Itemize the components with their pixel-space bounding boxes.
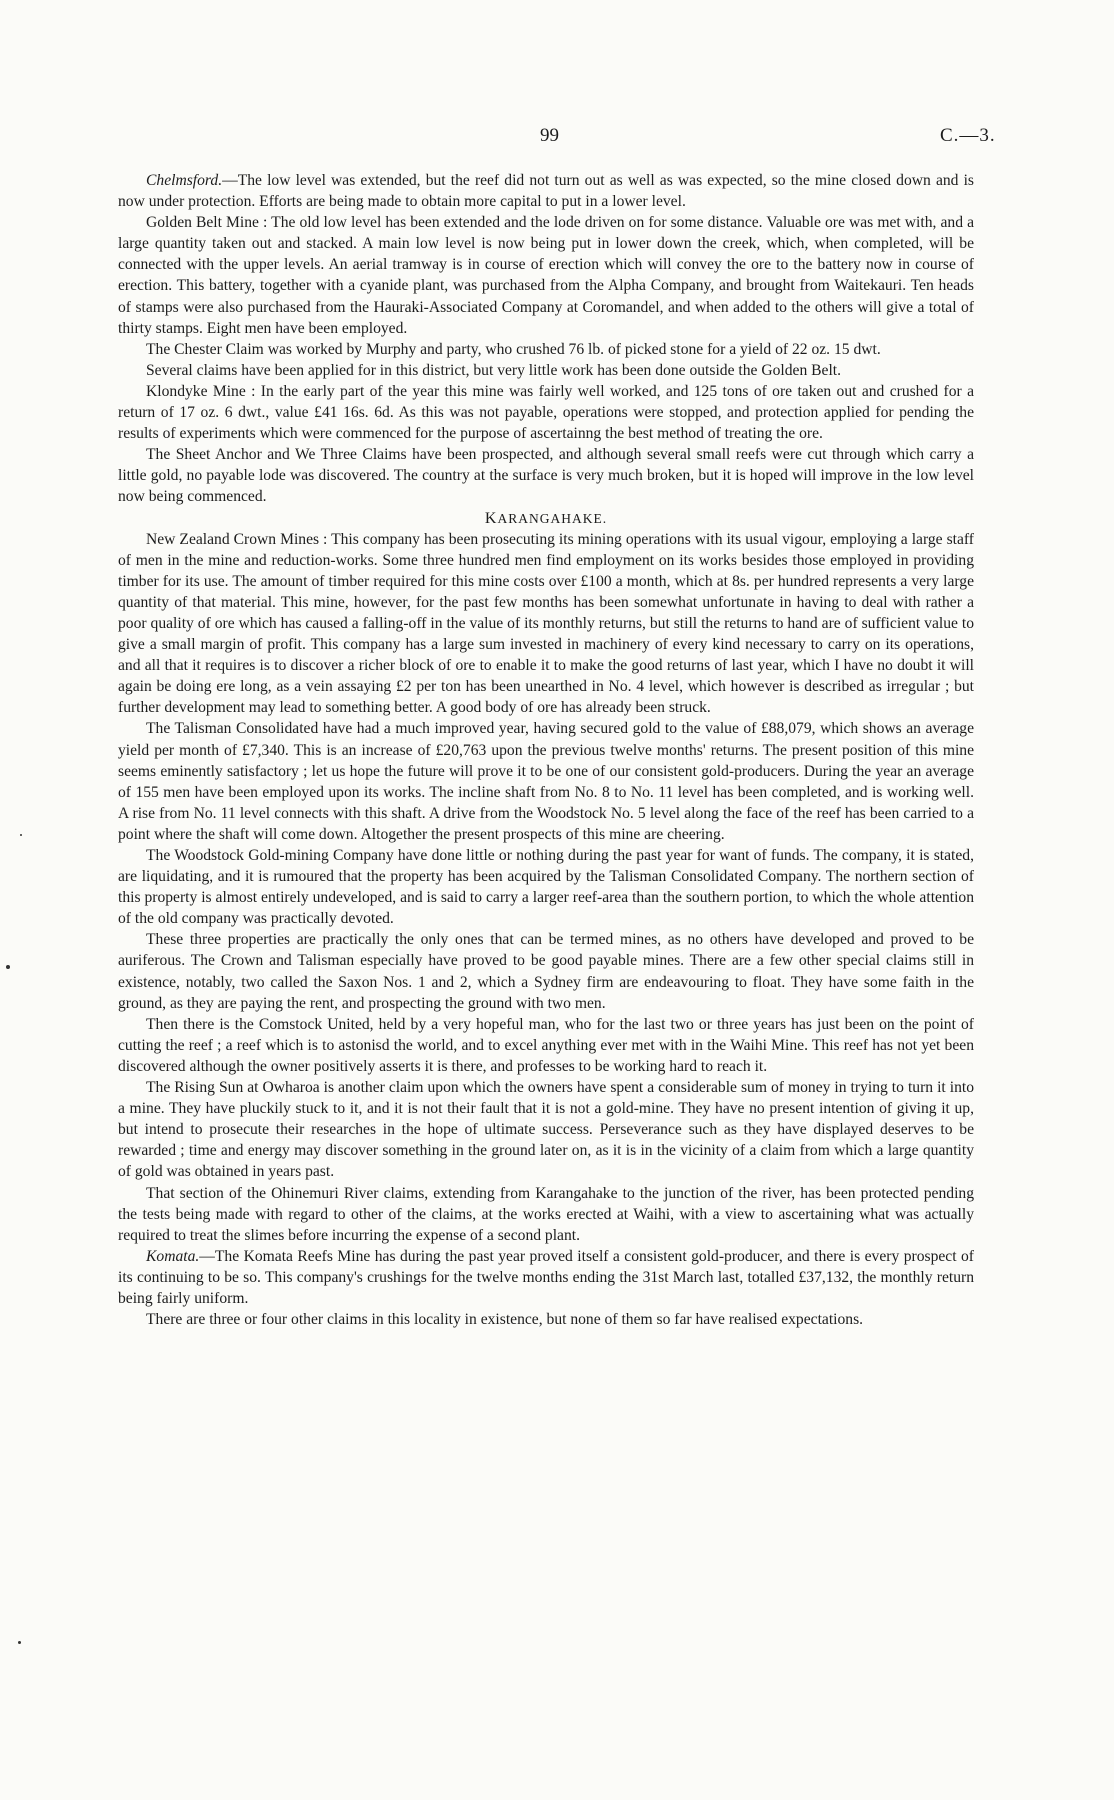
scan-speck	[6, 965, 10, 969]
paragraph: The Rising Sun at Owharoa is another claim upon which the owners have spent a considerable sum of money in trying to turn it into a mine. They have pluckily stuck to it, and it is not their fault that it is not a gold-mine. They have no present intention of giving it up, but intend to prosecute their researches in the hope of ultimate success. Perseverance such as they have displayed deserves to be rewarded ; time and energy may discover something in the ground later on, as it is in the vicinity of a claim from which a large quantity of gold was obtained in years past.	[118, 1079, 974, 1181]
page-number: 99	[540, 125, 559, 146]
paragraph: The Woodstock Gold-mining Company have done little or nothing during the past year for want of funds. The company, it is stated, are liquidating, and it is rumoured that the property has been acquired by the Talisman Consolidated Company. The northern section of this property is almost entirely undeveloped, and is said to carry a larger reef-area than the southern portion, to which the whole attention of the old company was practically devoted.	[118, 847, 974, 928]
page-reference: C.—3.	[940, 125, 996, 146]
paragraph: Klondyke Mine : In the early part of the year this mine was fairly well worked, and 125 tons of ore taken out and crushed for a return of 17 oz. 6 dwt., value £41 16s. 6d. As this was not payable, operations were stopped, and protection applied for pending the results of experiments which were commenced for the purpose of ascertainng the best method of treating the ore.	[118, 382, 974, 443]
paragraph: The Talisman Consolidated have had a much improved year, having secured gold to the value of £88,079, which shows an average yield per month of £7,340. This is an increase of £20,763 upon the previous twelve months' returns. The present position of this mine seems eminently satisfactory ; let us hope the future will prove it to be one of our consistent gold-producers. During the year an average of 155 men have been employed upon its works. The incline shaft from No. 8 to No. 11 level has been completed, and is working well. A rise from No. 11 level connects with this shaft. A drive from the Woodstock No. 5 level along the face of the reef has been carried to a point where the shaft will come down. Altogether the present prospects of this mine are cheering.	[118, 720, 974, 843]
paragraph: New Zealand Crown Mines : This company has been prosecuting its mining operations with its usual vigour, employing a large staff of men in the mine and reduction-works. Some three hundred men find employment on its works besides those employed in providing timber for its use. The amount of timber required for this mine costs over £100 a month, which at 8s. per hundred represents a very large quantity of that material. This mine, however, for the past few months has been somewhat unfortunate in having to deal with rather a poor quality of ore which has caused a falling-off in the value of its monthly returns, but still the returns to hand are of sufficient value to give a small margin of profit. This company has a large sum invested in machinery of every kind necessary to carry on its operations, and all that it requires is to discover a richer block of ore to enable it to make the good returns of last year, which I have no doubt it will again be doing ere long, as a vein assaying £2 per ton has been unearthed in No. 4 level, which however is described as irregular ; but further development may lead to something better. A good body of ore has already been struck.	[118, 530, 974, 717]
paragraph-komata: Komata.—The Komata Reefs Mine has during the past year proved itself a consistent gold-producer, and there is every prospect of its continuing to be so. This company's crushings for the twelve months ending the 31st March last, totalled £37,132, the monthly return being fairly uniform.	[118, 1247, 974, 1307]
paragraph: Then there is the Comstock United, held by a very hopeful man, who for the last two or three years has just been on the point of cutting the reef ; a reef which is to astonisd the world, and to excel anything ever met with in the Waihi Mine. This reef has not yet been discovered although the owner positively asserts it is there, and professes to be working hard to reach it.	[118, 1015, 974, 1075]
paragraph-lead: Chelmsford.	[146, 172, 223, 189]
paragraph: There are three or four other claims in this locality in existence, but none of them so far have realised expectations.	[146, 1311, 864, 1329]
scan-speck	[20, 834, 22, 836]
scan-speck	[18, 1641, 21, 1644]
paragraph-chelmsford: Chelmsford.—The low level was extended, but the reef did not turn out as well as was expected, so the mine closed down and is now under protection. Efforts are being made to obtain more capital to put in a lower level.	[118, 172, 974, 211]
paragraph: The Sheet Anchor and We Three Claims have been prospected, and although several small reefs were cut through which carry a little gold, no payable lode was discovered. The country at the surface is very much broken, but it is hoped will improve in the low level now being commenced.	[118, 446, 974, 506]
body-text	[118, 170, 974, 1330]
paragraph: That section of the Ohinemuri River claims, extending from Karangahake to the junction of the river, has been protected pending the tests being made with regard to other of the claims, at the works erected at Waihi, with a view to ascertaining what was actually required to treat the slimes before incurring the expense of a second plant.	[118, 1184, 974, 1244]
paragraph: Golden Belt Mine : The old low level has been extended and the lode driven on for some distance. Valuable ore was met with, and a large quantity taken out and stacked. A main low level is now being put in lower down the creek, which, when completed, will be connected with the upper levels. An aerial tramway is in course of erection which will convey the ore to the battery now in course of erection. This battery, together with a cyanide plant, was purchased from the Alpha Company, and brought from Waitekauri. Ten heads of stamps were also purchased from the Hauraki-Associated Company at Coromandel, and when added to the others will give a total of thirty stamps. Eight men have been employed.	[118, 214, 974, 337]
paragraph: The Chester Claim was worked by Murphy and party, who crushed 76 lb. of picked stone for a yield of 22 oz. 15 dwt.	[146, 340, 881, 358]
paragraph: Several claims have been applied for in this district, but very little work has been done outside the Golden Belt.	[146, 361, 842, 379]
paragraph-lead: Komata.	[146, 1247, 200, 1265]
paragraph: These three properties are practically the only ones that can be termed mines, as no others have developed and proved to be auriferous. The Crown and Talisman especially have proved to be good payable mines. There are a few other special claims still in existence, notably, two called the Saxon Nos. 1 and 2, which a Sydney firm are endeavouring to float. They have some faith in the ground, as they are paying the rent, and prospecting the ground with two men.	[118, 931, 974, 1012]
section-heading: KARANGAHAKE.	[484, 509, 608, 527]
